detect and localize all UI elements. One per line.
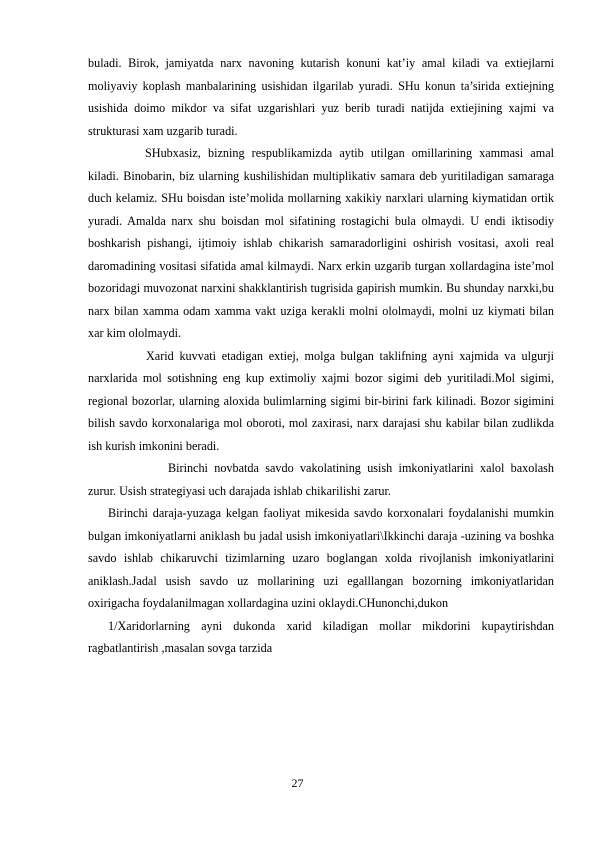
paragraph-6: 1/Xaridorlarning ayni dukonda xarid kiladigan mollar mikdorini kupaytirishdan ragbatlantirish ,masalan sovga tarzida: [88, 618, 554, 655]
paragraph-1: buladi. Birok, jamiyatda narx navoning kutarish konuni kat’iy amal kiladi va extiejlarni moliyaviy koplash manbalarining usishidan ilgarilab yuradi. SHu konun ta’sirida extiejning usishida doimo mikdor va sifat uzgarishlari yuz berib turadi natijda extiejining xajmi va strukturasi xam uzgarib turadi.: [88, 56, 554, 138]
body-text: [88, 52, 554, 660]
paragraph-5: Birinchi daraja-yuzaga kelgan faoliyat mikesida savdo korxonalari foydalanishi mumkin bulgan imkoniyatlarni aniklash bu jadal usish imkoniyatlari\Ikkinchi daraja -uzining va boshka savdo ishlab chikaruvchi tizimlarning uzaro boglangan xolda rivojlanish imkoniyatlarini aniklash.Jadal usish savdo uz mollarining uzi egalllangan bozorning imkoniyatlaridan oxirigacha foydalanilmagan xollardagina uzini oklaydi.CHunonchi,dukon: [88, 506, 554, 610]
page-number: 27: [291, 776, 304, 790]
paragraph-3: Xarid kuvvati etadigan extiej, molga bulgan taklifning ayni xajmida va ulgurji narxlarida mol sotishning eng kup extimoliy xajmi bozor sigimi deb yuritiladi.Mol sigimi, regional bozorlar, ularning aloxida bulimlarning sigimi bir-birini fark kilinadi. Bozor sigimini bilish savdo korxonalariga mol oboroti, mol zaxirasi, narx darajasi shu kabilar bilan zudlikda ish kurish imkonini beradi.: [88, 348, 554, 453]
paragraph-4: Birinchi novbatda savdo vakolatining usish imkoniyatlarini xalol baxolash zurur. Usish strategiyasi uch darajada ishlab chikarilishi zarur.: [88, 461, 554, 498]
paragraph-2: SHubxasiz, bizning respublikamizda aytib utilgan omillarining xammasi amal kiladi. Binobarin, biz ularning kushilishidan multiplikativ samara deb yuritiladigan samaraga duch kelamiz. SHu boisdan iste’molida mollarning xakikiy narxlari ularning kiymatidan ortik yuradi. Amalda narx shu boisdan mol sifatining rostagichi bula olmaydi. U endi iktisodiy boshkarish pishangi, ijtimoiy ishlab chikarish samaradorligini oshirish vositasi, axoli real daromadining vositasi sifatida amal kilmaydi. Narx erkin uzgarib turgan xollardagina iste’mol bozoridagi muvozonat narxini shakklantirish tugrisida gapirish mumkin. Bu shunday narxki,bu narx bilan xamma odam xamma vakt uziga kerakli molni ololmaydi, molni uz kiymati bilan xar kim ololmaydi.: [88, 146, 554, 340]
